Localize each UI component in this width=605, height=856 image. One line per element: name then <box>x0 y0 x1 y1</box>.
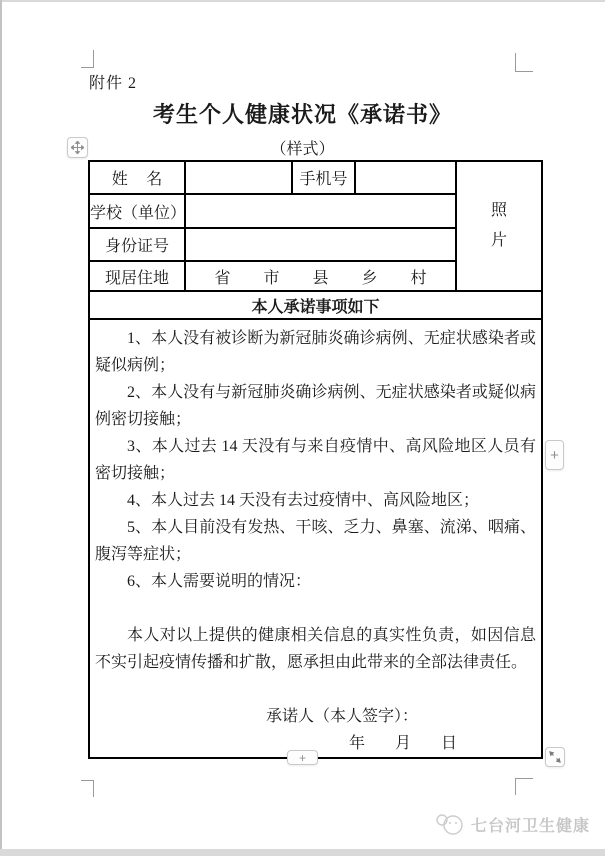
residence-unit-village: 村 <box>410 269 427 287</box>
photo-label-char: 照 <box>490 202 507 219</box>
commitment-item-3: 3、本人过去 14 天没有与来自疫情中、高风险地区人员有密切接触； <box>95 438 536 482</box>
attachment-label: 附件 2 <box>89 75 138 92</box>
viewport-border-bottom <box>0 849 605 856</box>
commitment-item-1: 1、本人没有被诊断为新冠肺炎确诊病例、无症状感染者或疑似病例； <box>95 330 536 374</box>
id-number-input-cell[interactable] <box>185 228 456 261</box>
account-logo-icon <box>433 812 465 836</box>
plus-icon: + <box>550 446 559 464</box>
residence-unit-county: 县 <box>312 269 329 287</box>
signature-label: 承诺人（本人签字）： <box>265 708 418 725</box>
commitment-header: 本人承诺事项如下 <box>89 291 542 319</box>
blank-line <box>95 676 536 703</box>
table-move-handle[interactable] <box>67 137 88 158</box>
crop-mark-bottom-right <box>515 778 533 795</box>
table-row <box>89 161 542 194</box>
commitment-item-6: 6、本人需要说明的情况： <box>127 573 312 590</box>
plus-icon: + <box>298 750 306 765</box>
phone-label: 手机号 <box>292 161 355 194</box>
residence-label: 现居住地 <box>89 261 185 291</box>
school-input-cell[interactable] <box>185 194 456 228</box>
commitment-content-cell <box>89 319 542 758</box>
table-row <box>89 291 542 319</box>
name-label: 姓 名 <box>89 161 185 194</box>
crop-mark-top-left <box>81 50 94 68</box>
diagonal-resize-icon <box>549 751 561 763</box>
watermark-text: 七台河卫生健康 <box>471 817 591 835</box>
commitment-item-2: 2、本人没有与新冠肺炎确诊病例、无症状感染者或疑似病例密切接触； <box>95 384 536 428</box>
residence-unit-township: 乡 <box>361 269 378 287</box>
residence-units <box>186 265 455 288</box>
crop-mark-top-right <box>515 53 533 72</box>
id-number-label: 身份证号 <box>89 228 185 261</box>
blank-line <box>95 595 536 622</box>
form-table <box>88 160 543 759</box>
page-title: 考生个人健康状况《承诺书》 <box>152 102 452 127</box>
commitment-item-5: 5、本人目前没有发热、干咳、乏力、鼻塞、流涕、咽痛、腹泻等症状； <box>95 519 536 563</box>
declaration-paragraph: 本人对以上提供的健康相关信息的真实性负责，如因信息不实引起疫情传播和扩散，愿承担由此带来的全部法律责任。 <box>95 627 536 671</box>
photo-label-char: 片 <box>490 232 507 249</box>
commitment-item-4: 4、本人过去 14 天没有去过疫情中、高风险地区； <box>127 492 480 509</box>
account-watermark <box>433 812 590 836</box>
add-column-button[interactable] <box>545 440 564 470</box>
school-label: 学校（单位） <box>89 194 185 228</box>
residence-input-cell[interactable] <box>185 261 456 291</box>
table-resize-handle[interactable] <box>545 747 565 767</box>
viewport-border-top <box>0 0 605 2</box>
residence-unit-city: 市 <box>263 269 280 287</box>
name-input-cell[interactable] <box>185 161 292 194</box>
add-row-button[interactable] <box>287 750 318 765</box>
page-subtitle: （样式） <box>270 141 335 158</box>
date-label: 年 月 日 <box>348 735 457 752</box>
photo-cell[interactable] <box>456 161 542 291</box>
crop-mark-bottom-left <box>81 780 94 797</box>
table-row <box>89 319 542 758</box>
move-cross-icon <box>71 141 84 154</box>
residence-unit-province: 省 <box>214 269 231 287</box>
phone-input-cell[interactable] <box>355 161 456 194</box>
